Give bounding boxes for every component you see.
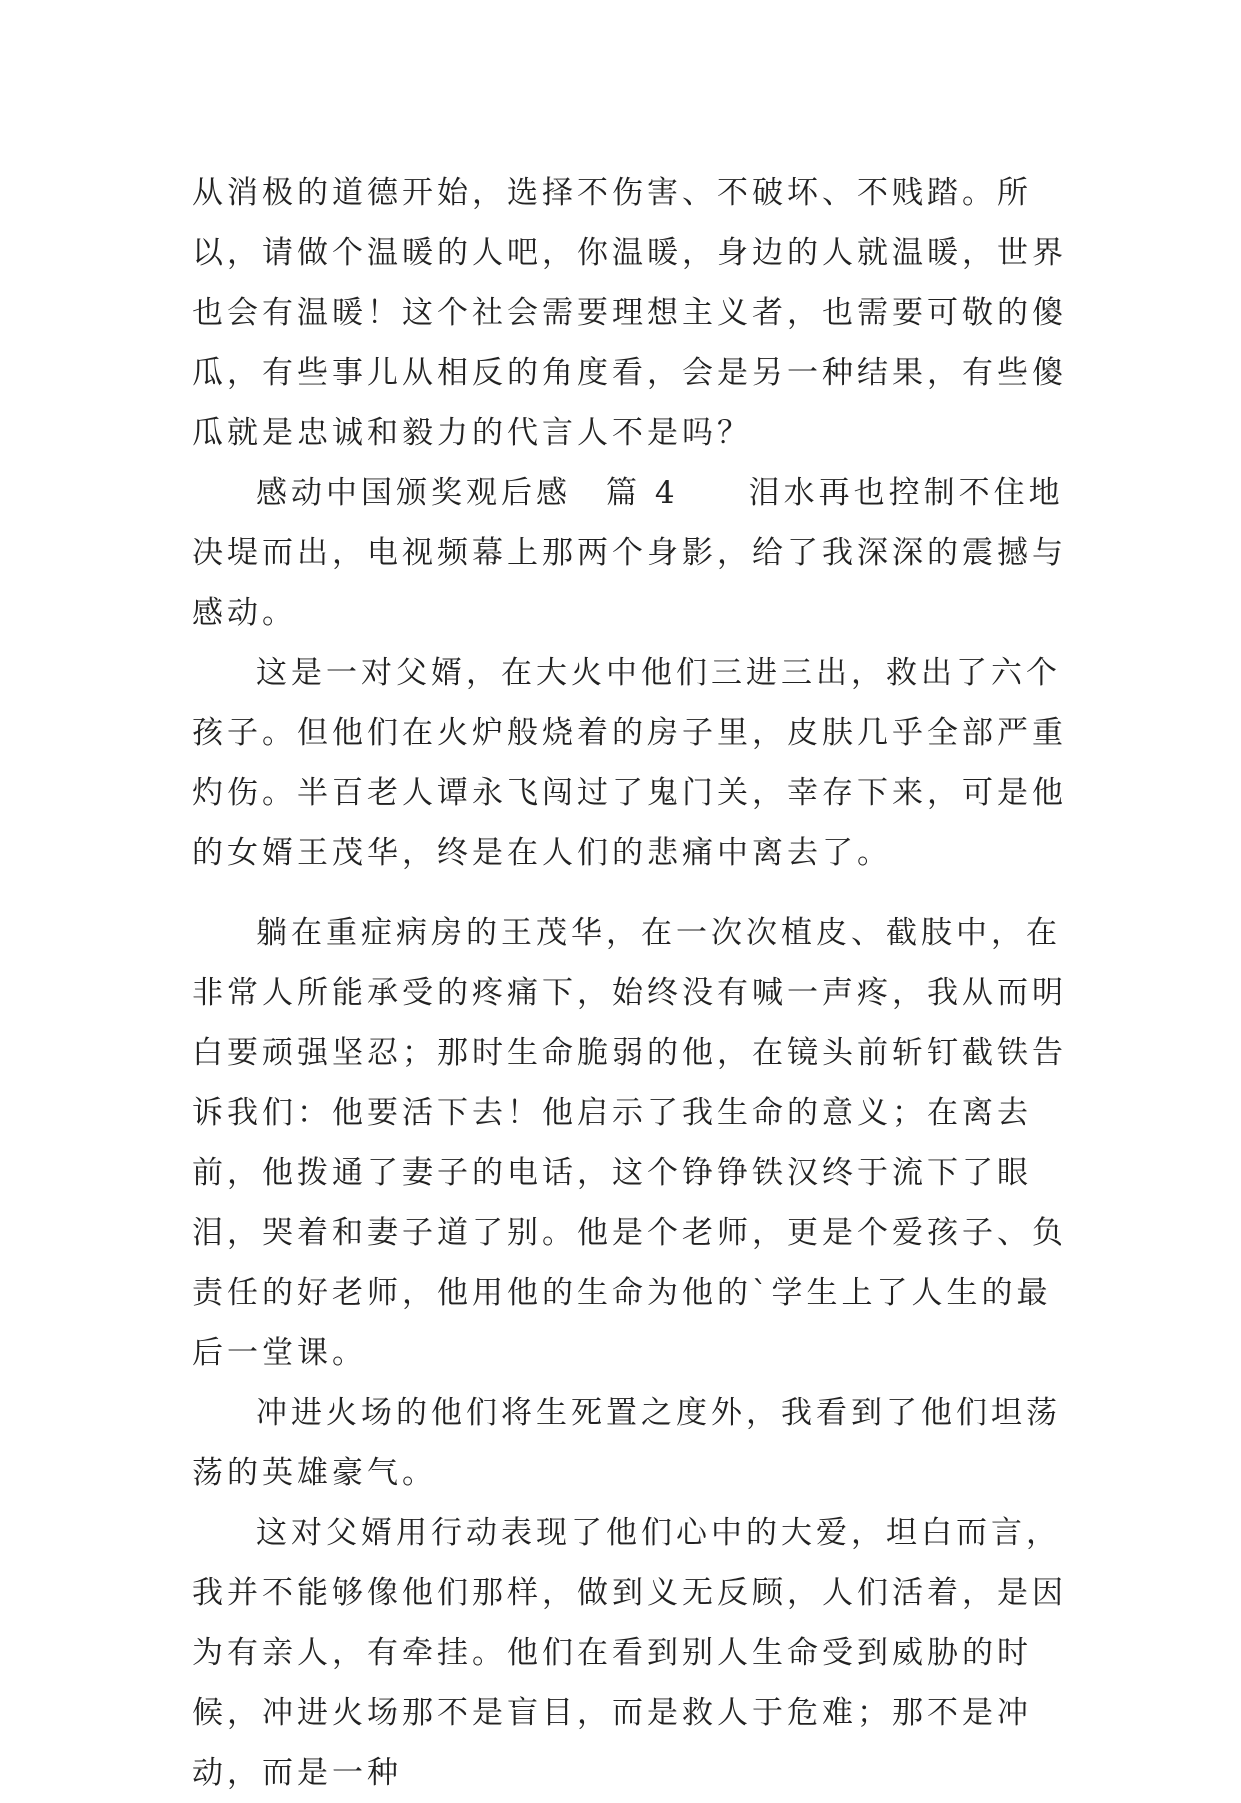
paragraph-4: 躺在重症病房的王茂华，在一次次植皮、截肢中，在非常人所能承受的疼痛下，始终没有喊一声疼，我从而明白要顽强坚忍；那时生命脆弱的他，在镜头前斩钉截铁告诉我们：他要活下去！他启示了我生命的意义；在离去前，他拨通了妻子的电话，这个铮铮铁汉终于流下了眼泪，哭着和妻子道了别。他是个老师，更是个爱孩子、负责任的好老师，他用他的生命为他的`学生上了人生的最后一堂课。 (192, 915, 1067, 1371)
paragraph-spacer (192, 883, 1082, 903)
document-body (192, 163, 1082, 1803)
paragraph-3: 这是一对父婿，在大火中他们三进三出，救出了六个孩子。但他们在火炉般烧着的房子里，皮肤几乎全部严重灼伤。半百老人谭永飞闯过了鬼门关，幸存下来，可是他的女婿王茂华，终是在人们的悲痛中离去了。 (192, 655, 1067, 871)
paragraph-6: 这对父婿用行动表现了他们心中的大爱，坦白而言，我并不能够像他们那样，做到义无反顾，人们活着，是因为有亲人，有牵挂。他们在看到别人生命受到威胁的时候，冲进火场那不是盲目，而是救人于危难；那不是冲动，而是一种 (192, 1515, 1067, 1791)
paragraph-2: 感动中国颁奖观后感 篇 4 泪水再也控制不住地决堤而出，电视频幕上那两个身影，给了我深深的震撼与感动。 (192, 475, 1067, 631)
paragraph-5: 冲进火场的他们将生死置之度外，我看到了他们坦荡荡的英雄豪气。 (192, 1395, 1061, 1491)
paragraph-1: 从消极的道德开始，选择不伤害、不破坏、不贱踏。所以，请做个温暖的人吧，你温暖，身边的人就温暖，世界也会有温暖！这个社会需要理想主义者，也需要可敬的傻瓜，有些事儿从相反的角度看，会是另一种结果，有些傻瓜就是忠诚和毅力的代言人不是吗？ (192, 175, 1067, 451)
